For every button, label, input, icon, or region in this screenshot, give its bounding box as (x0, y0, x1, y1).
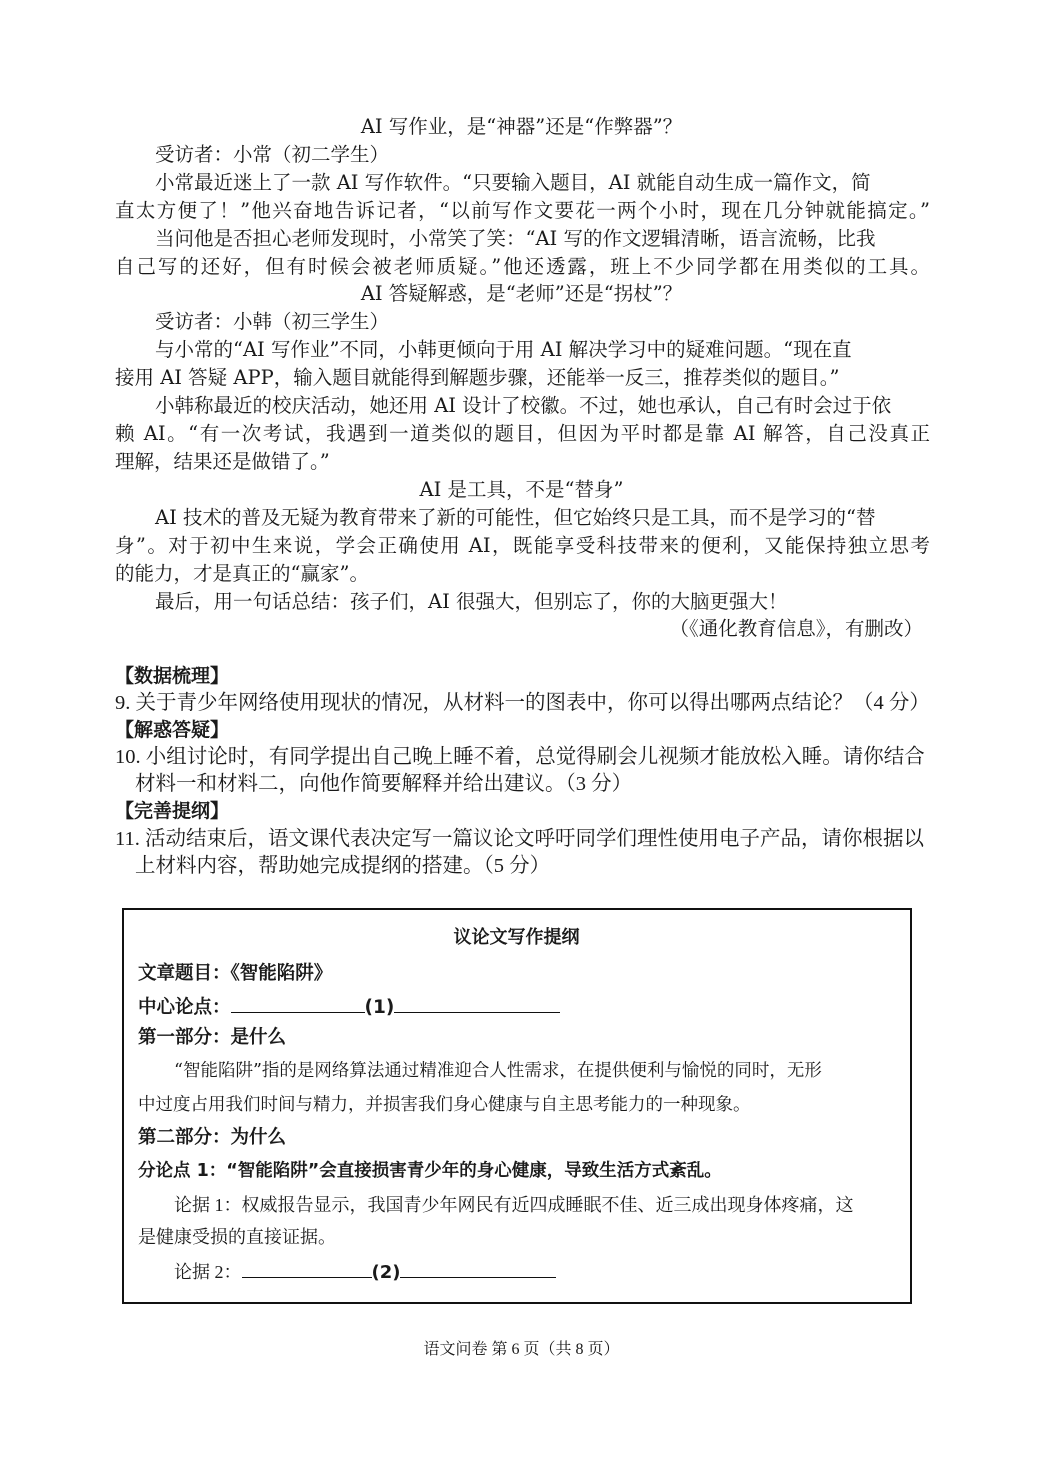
paragraph-line: 自己写的还好，但有时候会被老师质疑。”他还透露，班上不少同学都在用类似的工具。 (115, 255, 930, 278)
paragraph-line: 最后，用一句话总结：孩子们，AI 很强大，但别忘了，你的大脑更强大！ (155, 590, 788, 613)
paragraph-line: 理解，结果还是做错了。” (115, 450, 330, 473)
definition-line: “智能陷阱”指的是网络算法通过精准迎合人性需求，在提供便利与愉悦的同时，无形 (174, 1061, 822, 1081)
sub-argument-1: 分论点 1：“智能陷阱”会直接损害青少年的身心健康，导致生活方式紊乱。 (138, 1161, 722, 1181)
evidence-1-line: 论据 1：权威报告显示，我国青少年网民有近四成睡眠不佳、近三成出现身体疼痛，这 (174, 1195, 854, 1215)
part-1-heading: 第一部分：是什么 (138, 1027, 287, 1048)
question-9: 9. 关于青少年网络使用现状的情况，从材料一的图表中，你可以得出哪两点结论？（4 分） (115, 692, 930, 714)
paragraph-line: 身”。对于初中生来说，学会正确使用 AI，既能享受科技带来的便利，又能保持独立思考 (115, 534, 930, 557)
interviewee-xiaochang: 受访者：小常（初二学生） (155, 143, 390, 166)
heading-answer-questions: 【解惑答疑】 (115, 719, 230, 741)
page-footer: 语文问卷 第 6 页（共 8 页） (423, 1341, 620, 1358)
section-heading-ai-tool: AI 是工具，不是“替身” (419, 478, 624, 501)
heading-complete-outline: 【完善提纲】 (115, 800, 230, 822)
thesis-row (138, 994, 560, 1020)
thesis-label: 中心论点： (138, 997, 231, 1018)
source-citation: （《通化教育信息》，有删改） (669, 617, 923, 640)
answer-blank-2[interactable] (400, 1259, 556, 1278)
interviewee-xiaohan: 受访者：小韩（初三学生） (155, 310, 390, 333)
definition-line: 中过度占用我们时间与精力，并损害我们身心健康与自主思考能力的一种现象。 (138, 1095, 751, 1115)
question-10-continued: 材料一和材料二，向他作简要解释并给出建议。（3 分） (135, 773, 633, 795)
question-11-continued: 上材料内容，帮助她完成提纲的搭建。（5 分） (135, 855, 551, 877)
answer-blank[interactable] (242, 1259, 372, 1278)
section-heading-ai-qa: AI 答疑解惑，是“老师”还是“拐杖”？ (360, 282, 683, 305)
paragraph-line: 的能力，才是真正的“赢家”。 (115, 562, 369, 585)
blank-number-1: (1) (364, 997, 395, 1018)
paragraph-line: 直太方便了！”他兴奋地告诉记者，“以前写作文要花一两个小时，现在几分钟就能搞定。” (115, 199, 930, 222)
evidence-2-label: 论据 2： (174, 1262, 242, 1282)
outline-title: 议论文写作提纲 (453, 927, 580, 948)
paragraph-line: 接用 AI 答疑 APP，输入题目就能得到解题步骤，还能举一反三，推荐类似的题目。” (115, 366, 840, 389)
evidence-2-row (174, 1259, 556, 1285)
article-title: 文章题目：《智能陷阱》 (138, 963, 333, 984)
paragraph-line: 小韩称最近的校庆活动，她还用 AI 设计了校徽。不过，她也承认，自己有时会过于依 (155, 394, 892, 417)
paragraph-line: 当问他是否担心老师发现时，小常笑了笑：“AI 写的作文逻辑清晰，语言流畅，比我 (155, 227, 876, 250)
paragraph-line: 赖 AI。“有一次考试，我遇到一道类似的题目，但因为平时都是靠 AI 解答，自己没真正 (115, 422, 930, 445)
answer-blank[interactable] (231, 994, 365, 1013)
paragraph-line: 与小常的“AI 写作业”不同，小韩更倾向于用 AI 解决学习中的疑难问题。“现在直 (155, 338, 852, 361)
evidence-1-line: 是健康受损的直接证据。 (138, 1227, 336, 1247)
heading-data-analysis: 【数据梳理】 (115, 665, 230, 687)
paragraph-line: AI 技术的普及无疑为教育带来了新的可能性，但它始终只是工具，而不是学习的“替 (155, 506, 876, 529)
outline-box (122, 908, 912, 1304)
part-2-heading: 第二部分：为什么 (138, 1127, 287, 1148)
answer-blank-1[interactable] (394, 994, 560, 1013)
question-11: 11. 活动结束后，语文课代表决定写一篇议论文呼吁同学们理性使用电子产品，请你根据以 (115, 828, 924, 850)
blank-number-2: (2) (371, 1262, 401, 1283)
section-heading-ai-homework: AI 写作业，是“神器”还是“作弊器”？ (360, 115, 683, 138)
question-10: 10. 小组讨论时，有同学提出自己晚上睡不着，总觉得刷会儿视频才能放松入睡。请你结合 (115, 746, 925, 768)
paragraph-line: 小常最近迷上了一款 AI 写作软件。“只要输入题目，AI 就能自动生成一篇作文，简 (155, 171, 871, 194)
